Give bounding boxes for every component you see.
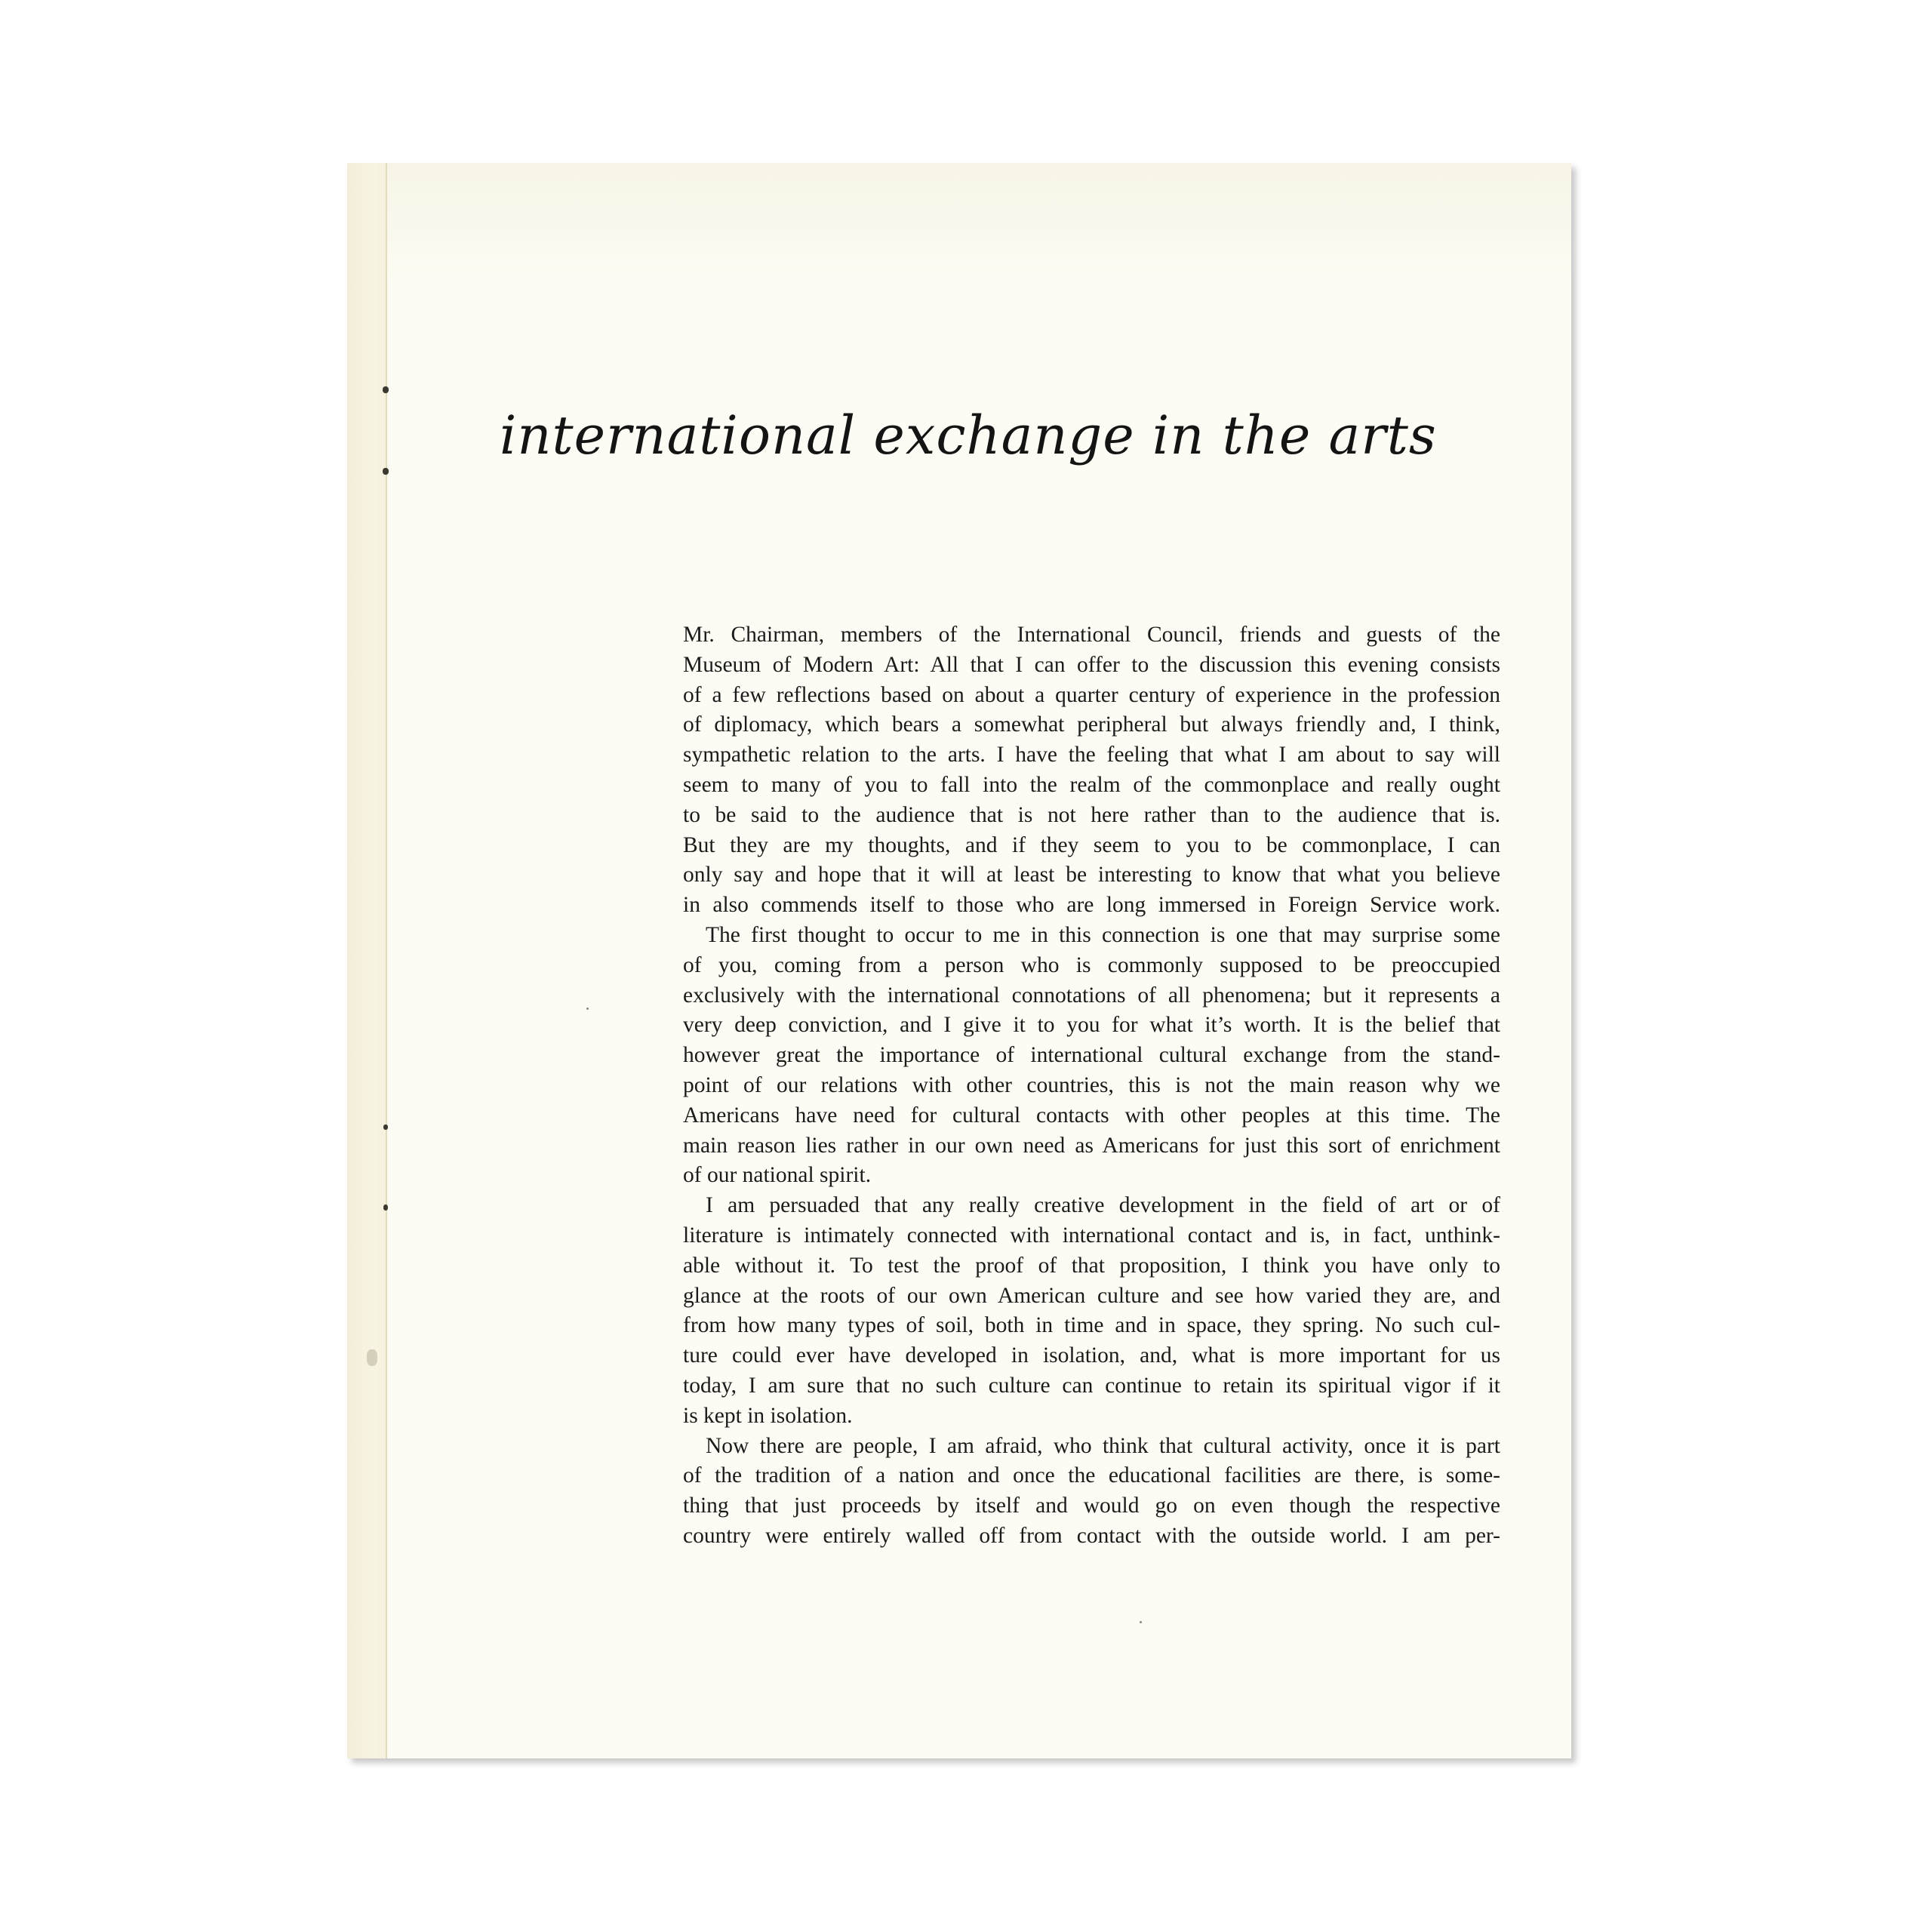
text-line: The first thought to occur to me in this connection is one that may surprise some [706, 922, 1500, 947]
document-page [347, 163, 1571, 1758]
binding-stitch-mark [383, 1204, 388, 1211]
text-line: able without it. To test the proof of that proposition, I think you have only to [683, 1253, 1500, 1278]
text-line: glance at the roots of our own American culture and see how varied they are, and [683, 1283, 1500, 1308]
page-title: international exchange in the arts [500, 405, 1437, 466]
text-line: of diplomacy, which bears a somewhat peripheral but always friendly and, I think, [683, 712, 1500, 737]
text-line: point of our relations with other countries, this is not the main reason why we [683, 1072, 1500, 1097]
text-line: of our national spirit. [683, 1163, 872, 1188]
paragraph [683, 1432, 1500, 1552]
text-line: from how many types of soil, both in time and in space, they spring. No such cul- [683, 1313, 1500, 1338]
text-line: of you, coming from a person who is commonly supposed to be preoccupied [683, 952, 1500, 977]
paragraph [683, 1191, 1500, 1431]
text-line: sympathetic relation to the arts. I have the feeling that what I am about to say will [683, 743, 1500, 768]
binding-stitch-mark [383, 468, 389, 475]
text-line: only say and hope that it will at least be interesting to know that what you believe [683, 863, 1500, 888]
binding-stitch-mark [383, 386, 389, 393]
text-line: today, I am sure that no such culture can continue to retain its spiritual vigor if it [683, 1373, 1500, 1398]
text-line: But they are my thoughts, and if they seem to you to be commonplace, I can [683, 832, 1500, 857]
paper-speck [1140, 1621, 1142, 1623]
text-line: Museum of Modern Art: All that I can offer to the discussion this evening consists [683, 652, 1500, 677]
text-line: of the tradition of a nation and once the educational facilities are there, is some- [683, 1463, 1500, 1488]
text-line: I am persuaded that any really creative development in the field of art or of [706, 1193, 1500, 1218]
text-line: seem to many of you to fall into the realm of the commonplace and really ought [683, 772, 1500, 797]
paper-speck [586, 1008, 589, 1010]
text-line: is kept in isolation. [683, 1403, 853, 1428]
binding-gutter [347, 163, 386, 1758]
text-line: Mr. Chairman, members of the International Council, friends and guests of the [683, 623, 1500, 647]
paper-smudge [367, 1349, 377, 1366]
paper-tint [347, 163, 1571, 284]
text-line: however great the importance of international cultural exchange from the stand- [683, 1043, 1500, 1068]
text-line: country were entirely walled off from contact with the outside world. I am per- [683, 1523, 1500, 1548]
binding-stitch-mark [383, 1124, 388, 1130]
binding-fold-line [386, 163, 387, 1758]
text-line: thing that just proceeds by itself and would go on even though the respective [683, 1494, 1500, 1518]
text-line: literature is intimately connected with international contact and is, in fact, unthink- [683, 1223, 1500, 1247]
text-line: exclusively with the international connotations of all phenomena; but it represents a [683, 983, 1500, 1008]
body-text [683, 620, 1500, 1552]
text-line: ture could ever have developed in isolation, and, what is more important for us [683, 1343, 1500, 1368]
text-line: in also commends itself to those who are long immersed in Foreign Service work. [683, 893, 1500, 918]
text-line: to be said to the audience that is not here rather than to the audience that is. [683, 802, 1500, 827]
paragraph [683, 620, 1500, 921]
text-line: Now there are people, I am afraid, who think that cultural activity, once it is part [706, 1433, 1500, 1458]
paragraph [683, 921, 1500, 1191]
text-line: Americans have need for cultural contacts with other peoples at this time. The [683, 1103, 1500, 1128]
text-line: main reason lies rather in our own need as Americans for just this sort of enrichment [683, 1133, 1500, 1158]
text-line: very deep conviction, and I give it to you for what it’s worth. It is the belief that [683, 1013, 1500, 1038]
text-line: of a few reflections based on about a quarter century of experience in the profession [683, 682, 1500, 707]
